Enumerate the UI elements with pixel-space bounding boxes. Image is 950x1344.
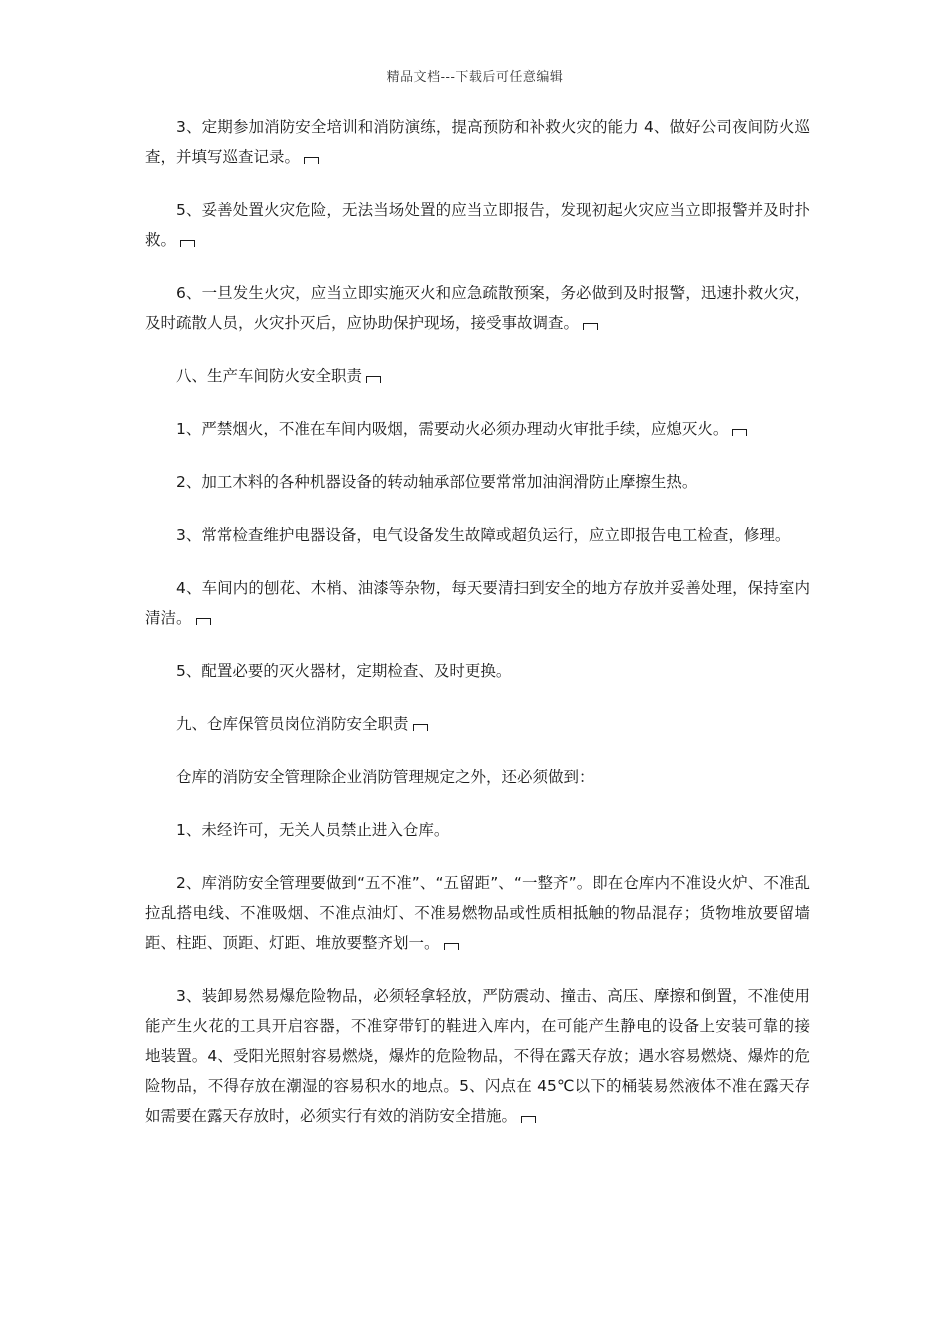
paragraph: [145, 112, 810, 172]
paragraph-mark-icon: [413, 724, 428, 731]
paragraph-mark-icon: [521, 1116, 536, 1123]
paragraph-mark-icon: [732, 429, 747, 436]
paragraph: [145, 467, 810, 497]
paragraph-mark-icon: [304, 157, 319, 164]
paragraph-mark-icon: [180, 240, 195, 247]
paragraph-text: 5、配置必要的灭火器材，定期检查、及时更换。: [176, 662, 512, 680]
paragraph-text: 6、一旦发生火灾，应当立即实施灭火和应急疏散预案，务必做到及时报警，迅速扑救火灾，及时疏散人员，火灾扑灭后，应协助保护现场，接受事故调查。: [145, 284, 810, 332]
paragraph: [145, 815, 810, 845]
paragraph: [145, 868, 810, 958]
paragraph-mark-icon: [196, 618, 211, 625]
paragraph-text: 1、严禁烟火，不准在车间内吸烟，需要动火必须办理动火审批手续，应熄灭火。: [176, 420, 729, 438]
section-heading-text: 九、仓库保管员岗位消防安全职责: [176, 715, 409, 733]
paragraph-mark-icon: [583, 323, 598, 330]
section-heading: [145, 709, 810, 739]
paragraph-mark-icon: [444, 943, 459, 950]
paragraph: [145, 981, 810, 1131]
page-header: 精品文档---下载后可任意编辑: [386, 70, 564, 85]
paragraph-text: 3、定期参加消防安全培训和消防演练，提高预防和补救火灾的能力 4、做好公司夜间防火巡查，并填写巡查记录。: [145, 118, 810, 166]
paragraph: [145, 762, 810, 792]
paragraph-text: 2、加工木料的各种机器设备的转动轴承部位要常常加油润滑防止摩擦生热。: [176, 473, 698, 491]
section-heading: [145, 361, 810, 391]
document-body: [145, 112, 810, 1154]
paragraph-text: 3、装卸易然易爆危险物品，必须轻拿轻放，严防震动、撞击、高压、摩擦和倒置，不准使用能产生火花的工具开启容器，不准穿带钉的鞋进入库内，在可能产生静电的设备上安装可靠的接地装置。4、受阳光照射容易燃烧，爆炸的危险物品，不得在露天存放；遇水容易燃烧、爆炸的危险物品，不得存放在潮湿的容易积水的地点。5、闪点在 45℃以下的桶装易然液体不准在露天存如需要在露天存放时，必须实行有效的消防安全措施。: [145, 987, 810, 1125]
paragraph-text: 5、妥善处置火灾危险，无法当场处置的应当立即报告，发现初起火灾应当立即报警并及时扑救。: [145, 201, 810, 249]
paragraph: [145, 520, 810, 550]
paragraph: [145, 195, 810, 255]
paragraph-mark-icon: [366, 376, 381, 383]
paragraph: [145, 573, 810, 633]
paragraph-text: 3、常常检查维护电器设备，电气设备发生故障或超负运行，应立即报告电工检查，修理。: [176, 526, 791, 544]
paragraph-text: 仓库的消防安全管理除企业消防管理规定之外，还必须做到：: [176, 768, 595, 786]
paragraph: [145, 278, 810, 338]
section-heading-text: 八、生产车间防火安全职责: [176, 367, 363, 385]
paragraph: [145, 656, 810, 686]
paragraph: [145, 414, 810, 444]
paragraph-text: 1、未经许可，无关人员禁止进入仓库。: [176, 821, 450, 839]
paragraph-text: 2、库消防安全管理要做到“五不准”、“五留距”、“一整齐”。即在仓库内不准设火炉、不准乱拉乱搭电线、不准吸烟、不准点油灯、不准易燃物品或性质相抵触的物品混存；货物堆放要留墙距、柱距、顶距、灯距、堆放要整齐划一。: [145, 874, 810, 952]
paragraph-text: 4、车间内的刨花、木梢、油漆等杂物，每天要清扫到安全的地方存放并妥善处理，保持室内清洁。: [145, 579, 810, 627]
